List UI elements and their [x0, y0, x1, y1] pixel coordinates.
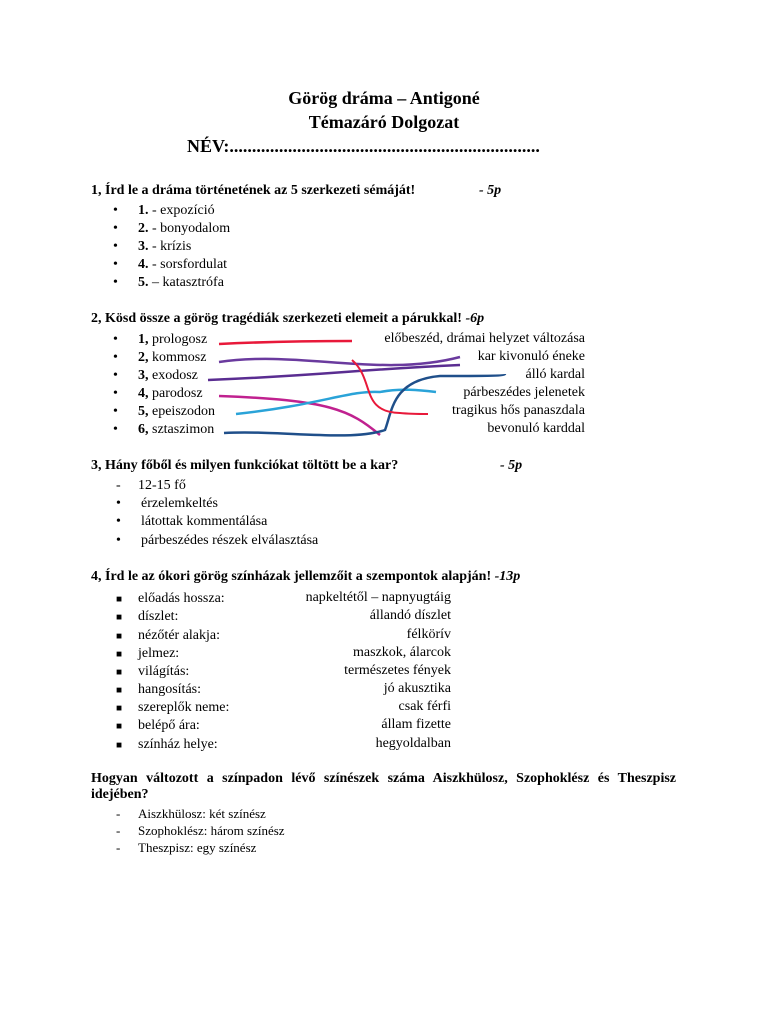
table-row-value: hegyoldalban — [375, 736, 451, 751]
bullet-dot: • — [113, 203, 118, 218]
list-item: • látottak kommentálása — [116, 514, 268, 529]
table-row: ■ belépő ára: — [116, 718, 200, 733]
square-bullet: ■ — [116, 667, 123, 678]
match-line-2 — [219, 357, 460, 365]
bullet-dot: • — [113, 404, 118, 419]
question-3 — [91, 458, 523, 474]
match-right-item: bevonuló karddal — [487, 421, 585, 436]
bullet-dot: • — [113, 275, 118, 290]
table-row: ■ szereplők neme: — [116, 700, 230, 715]
match-right-item: álló kardal — [525, 367, 585, 382]
square-bullet: ■ — [116, 594, 123, 605]
match-right-item: kar kivonuló éneke — [477, 349, 585, 364]
question-1-points: - 5p — [479, 183, 502, 198]
bullet-dot: • — [113, 368, 118, 383]
list-item: - Szophoklész: három színész — [116, 823, 285, 838]
table-row-value: természetes fények — [344, 663, 451, 678]
list-item: • 3. - krízis — [113, 239, 192, 254]
document-title: Görög dráma – Antigoné — [288, 88, 480, 108]
table-row: ■ jelmez: — [116, 646, 180, 661]
list-item: • érzelemkeltés — [116, 496, 218, 511]
table-row: ■ előadás hossza: — [116, 591, 225, 606]
question-4 — [91, 569, 520, 585]
match-line-3 — [208, 365, 460, 380]
question-3-points: - 5p — [500, 458, 523, 473]
question-2-text: 2, Kösd össze a görög tragédiák szerkezeti elemeit a párukkal! — [91, 311, 462, 326]
list-item: • 2. - bonyodalom — [113, 221, 231, 236]
table-row-value: félkörív — [406, 627, 451, 642]
document-subtitle: Témazáró Dolgozat — [308, 112, 460, 132]
match-right-item: tragikus hős panaszdala — [452, 403, 585, 418]
list-item: - Aiszkhülosz: két színész — [116, 806, 266, 821]
square-bullet: ■ — [116, 703, 123, 714]
match-left-item: • 1, prologosz — [113, 332, 208, 347]
question-2-points: -6p — [465, 311, 485, 326]
table-row: ■ hangosítás: — [116, 682, 201, 697]
bullet-dot: • — [113, 221, 118, 236]
list-item: • 5. – katasztrófa — [113, 275, 224, 290]
table-row-value: csak férfi — [398, 699, 451, 714]
list-item: • párbeszédes részek elválasztása — [116, 533, 319, 548]
match-left-item: • 3, exodosz — [113, 368, 198, 383]
match-left-item: • 6, sztaszimon — [113, 422, 215, 437]
table-row-value: jó akusztika — [383, 681, 451, 696]
match-right-item: előbeszéd, drámai helyzet változása — [384, 331, 585, 346]
question-1-text: 1, Írd le a dráma történetének az 5 szerkezeti sémáját! — [91, 183, 416, 198]
match-left-item: • 4, parodosz — [113, 386, 203, 401]
match-right-item: párbeszédes jelenetek — [463, 385, 585, 400]
bullet-dot: • — [113, 422, 118, 437]
match-left-item: • 5, epeiszodon — [113, 404, 215, 419]
bullet-dot: • — [113, 332, 118, 347]
question-4-points: -13p — [494, 569, 521, 584]
name-field-line: NÉV:..................................................................... — [187, 136, 540, 156]
match-line-1 — [219, 341, 352, 344]
bullet-dot: • — [113, 239, 118, 254]
table-row-value: állam fizette — [381, 717, 451, 732]
question-3-text: 3, Hány főből és milyen funkciókat töltött be a kar? — [91, 458, 399, 473]
square-bullet: ■ — [116, 685, 123, 696]
table-row-value: maszkok, álarcok — [353, 645, 451, 660]
table-row-value: állandó díszlet — [369, 608, 451, 623]
square-bullet: ■ — [116, 721, 123, 732]
table-row: ■ nézőtér alakja: — [116, 628, 221, 643]
bullet-dot: • — [113, 350, 118, 365]
list-item: • 1. - expozíció — [113, 203, 215, 218]
question-4-text: 4, Írd le az ókori görög színházak jellemzőit a szempontok alapján! — [91, 569, 492, 584]
table-row-value: napkeltétől – napnyugtáig — [305, 590, 451, 605]
table-row: ■ díszlet: — [116, 609, 179, 624]
list-item: - 12-15 fő — [116, 478, 186, 493]
list-item: - Theszpisz: egy színész — [116, 840, 257, 855]
square-bullet: ■ — [116, 649, 123, 660]
square-bullet: ■ — [116, 612, 123, 623]
square-bullet: ■ — [116, 631, 123, 642]
match-left-item: • 2, kommosz — [113, 350, 207, 365]
bullet-dot: • — [113, 257, 118, 272]
question-5-text: Hogyan változott a színpadon lévő színészek száma Aiszkhülosz, Szophoklész és Theszpisz idejében? — [91, 771, 676, 802]
bullet-dot: • — [113, 386, 118, 401]
square-bullet: ■ — [116, 740, 123, 751]
list-item: • 4. - sorsfordulat — [113, 257, 228, 272]
table-row: ■ színház helye: — [116, 737, 218, 752]
table-row: ■ világítás: — [116, 664, 190, 679]
match-line-4 — [219, 396, 380, 435]
